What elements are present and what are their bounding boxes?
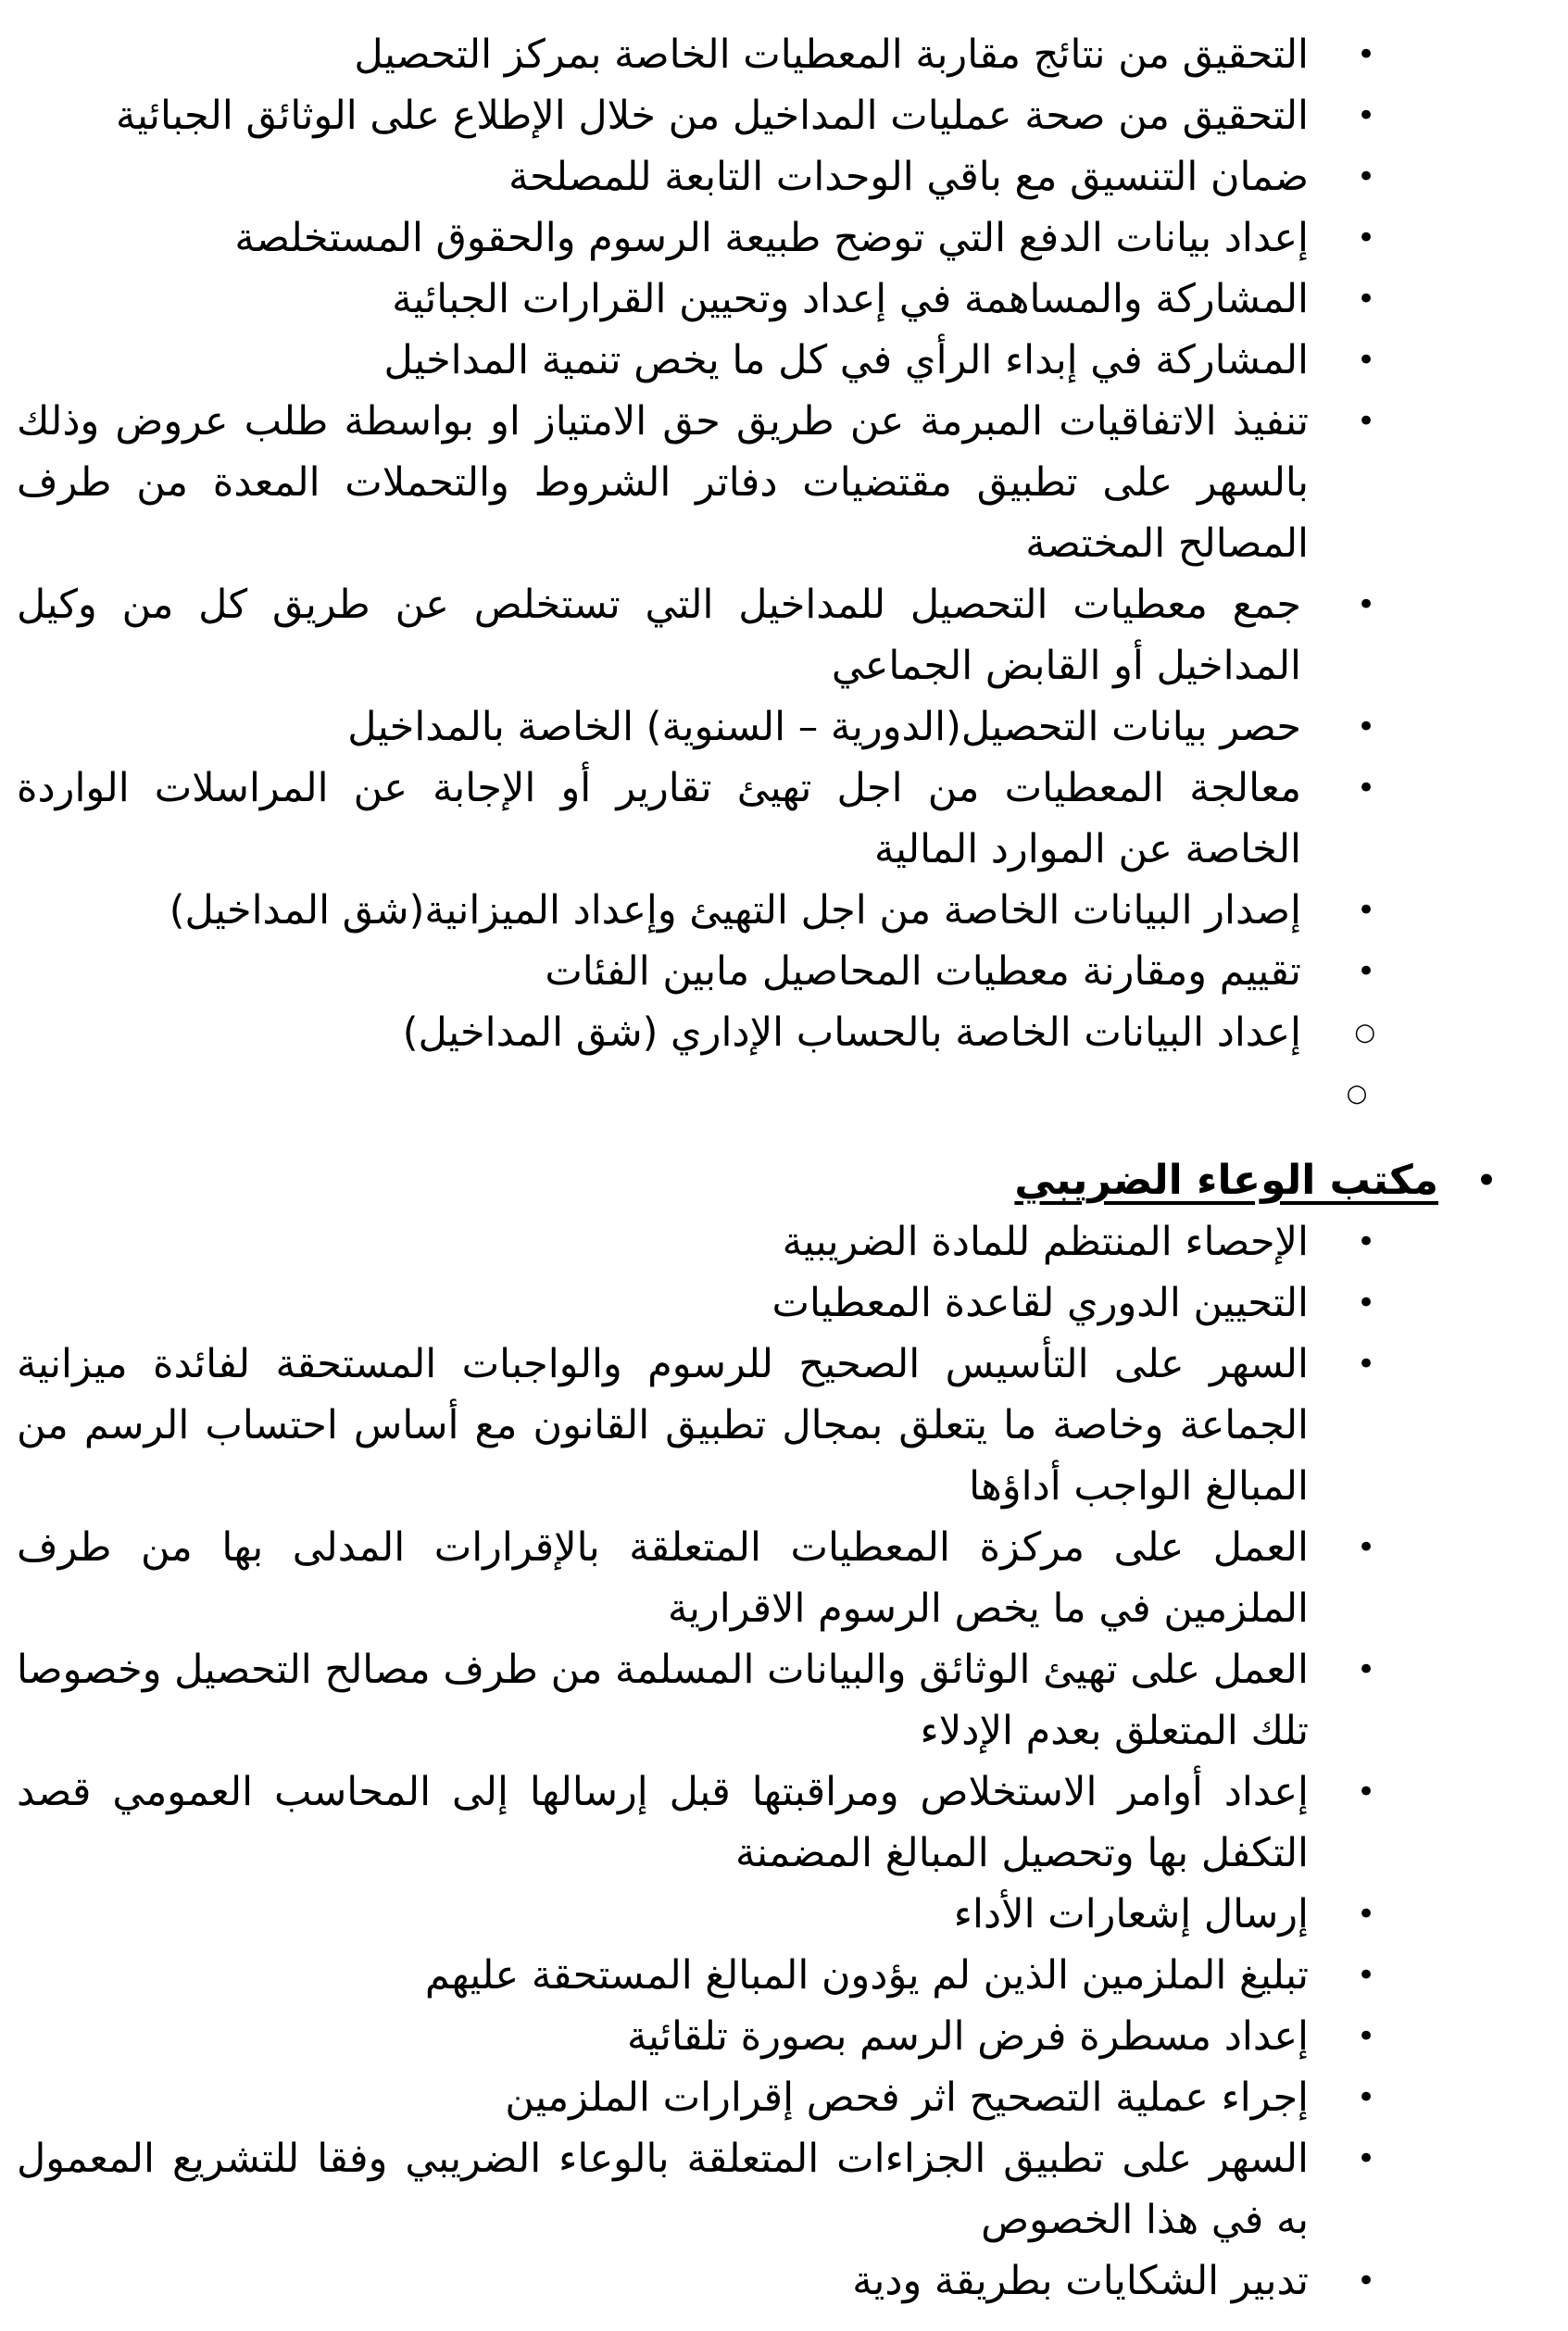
- bullet-circle-icon: ○: [1346, 1080, 1368, 1108]
- list-item: [17, 85, 1375, 146]
- bullet-dot-icon: •: [1356, 1529, 1375, 1566]
- list-item: [17, 1334, 1375, 1517]
- list-item-text: تبليغ الملزمين الذين لم يؤدون المبالغ المستحقة عليهم: [424, 1952, 1309, 1999]
- bullet-dot-icon: •: [1356, 2140, 1375, 2177]
- list-item-text: إعداد البيانات الخاصة بالحساب الإداري (شق المداخيل): [402, 1009, 1301, 1056]
- bullet-dot-icon: •: [1356, 1346, 1375, 1383]
- list-item-text: المشاركة والمساهمة في إعداد وتحيين القرارات الجبائية: [392, 276, 1309, 322]
- list-item: [17, 269, 1375, 330]
- bullet-dot-icon: •: [1476, 1162, 1497, 1199]
- list-item: [17, 2006, 1375, 2067]
- bullet-dot-icon: •: [1356, 2018, 1375, 2055]
- bullet-dot-icon: •: [1356, 158, 1375, 195]
- list-item: [17, 1945, 1375, 2006]
- list-item: [17, 1639, 1375, 1761]
- list-item: [17, 1272, 1375, 1334]
- list-item-text: التحقيق من نتائج مقاربة المعطيات الخاصة بمركز التحصيل: [354, 31, 1309, 78]
- list-item-text: تقييم ومقارنة معطيات المحاصيل مابين الفئات: [545, 948, 1301, 995]
- bullet-dot-icon: •: [1356, 219, 1375, 257]
- list-item: [17, 880, 1375, 941]
- list-item-text: التحقيق من صحة عمليات المداخيل من خلال الإطلاع على الوثائق الجبائية: [115, 93, 1309, 139]
- list-item-text: معالجة المعطيات من اجل تهيئ تقارير أو الإجابة عن المراسلات الواردة الخاصة عن الموارد المالية: [17, 765, 1301, 872]
- list-item-text: التحيين الدوري لقاعدة المعطيات: [771, 1280, 1309, 1326]
- section-heading: [0, 1150, 1497, 1211]
- list-item-text: جمع معطيات التحصيل للمداخيل التي تستخلص عن طريق كل من وكيل المداخيل أو القابض الجماعي: [17, 582, 1301, 689]
- list-item-text: إصدار البيانات الخاصة من اجل التهيئ وإعداد الميزانية(شق المداخيل): [169, 887, 1301, 934]
- bullet-dot-icon: •: [1356, 342, 1375, 379]
- list-item: [17, 1517, 1375, 1639]
- list-item-text: العمل على مركزة المعطيات المتعلقة بالإقرارات المدلى بها من طرف الملزمين في ما يخص الرسوم الاقرارية: [17, 1524, 1309, 1632]
- bullet-dot-icon: •: [1356, 892, 1375, 929]
- list-item-text: العمل على تهيئ الوثائق والبيانات المسلمة من طرف مصالح التحصيل وخصوصا تلك المتعلق بعدم الإدلاء: [17, 1647, 1309, 1754]
- bullet-dot-icon: •: [1356, 97, 1375, 134]
- list-item: [17, 1761, 1375, 1884]
- list-item: [17, 758, 1375, 880]
- list-item: [17, 2128, 1375, 2250]
- section-heading-text: مكتب الوعاء الضريبي: [1014, 1157, 1438, 1204]
- list-item: [17, 1211, 1375, 1272]
- bullet-dot-icon: •: [1356, 953, 1375, 990]
- bullet-dot-icon: •: [1356, 586, 1375, 623]
- tax-base-tasks-list: [0, 1211, 1568, 2312]
- list-item: [17, 574, 1375, 696]
- list-item: [17, 1002, 1375, 1063]
- list-item: [17, 24, 1375, 85]
- bullet-dot-icon: •: [1356, 1957, 1375, 1994]
- bullet-dot-icon: •: [1356, 36, 1375, 73]
- list-item: [17, 207, 1375, 269]
- list-item-text: إعداد مسطرة فرض الرسم بصورة تلقائية: [626, 2013, 1309, 2060]
- list-item-text: السهر على تطبيق الجزاءات المتعلقة بالوعاء الضريبي وفقا للتشريع المعمول به في هذا الخصوص: [17, 2136, 1309, 2243]
- list-item-text: الإحصاء المنتظم للمادة الضريبية: [782, 1219, 1309, 1265]
- list-item: [17, 2250, 1375, 2312]
- bullet-dot-icon: •: [1356, 281, 1375, 318]
- bullet-circle-icon: ○: [1354, 1019, 1375, 1046]
- list-item: [17, 391, 1375, 574]
- list-item-text: تدبير الشكايات بطريقة ودية: [852, 2258, 1309, 2304]
- bullet-dot-icon: •: [1356, 708, 1375, 746]
- bullet-dot-icon: •: [1356, 403, 1375, 440]
- bullet-dot-icon: •: [1356, 1896, 1375, 1933]
- list-item: [17, 2067, 1375, 2128]
- list-item: [17, 941, 1375, 1002]
- bullet-dot-icon: •: [1356, 770, 1375, 807]
- bullet-dot-icon: •: [1356, 2262, 1375, 2300]
- bullet-dot-icon: •: [1356, 1651, 1375, 1688]
- list-item-text: إعداد أوامر الاستخلاص ومراقبتها قبل إرسالها إلى المحاسب العمومي قصد التكفل بها وتحصيل المبالغ المضمنة: [17, 1769, 1309, 1876]
- list-item-text: السهر على التأسيس الصحيح للرسوم والواجبات المستحقة لفائدة ميزانية الجماعة وخاصة ما يتعلق بمجال تطبيق القانون مع أساس احتساب الرسم من المبالغ الواجب أداؤها: [17, 1341, 1309, 1510]
- list-item-text: تنفيذ الاتفاقيات المبرمة عن طريق حق الامتياز او بواسطة طلب عروض وذلك بالسهر على تطبيق مقتضيات دفاتر الشروط والتحملات المعدة من طرف المصالح المختصة: [17, 398, 1309, 567]
- list-item: [17, 146, 1375, 207]
- list-item-text: المشاركة في إبداء الرأي في كل ما يخص تنمية المداخيل: [383, 337, 1309, 383]
- list-item: [17, 330, 1375, 391]
- list-item-text: حصر بيانات التحصيل(الدورية – السنوية) الخاصة بالمداخيل: [347, 704, 1301, 750]
- list-item: [17, 1884, 1375, 1945]
- bullet-dot-icon: •: [1356, 1773, 1375, 1811]
- bullet-dot-icon: •: [1356, 1223, 1375, 1260]
- empty-list-item: [0, 1063, 1368, 1124]
- bullet-dot-icon: •: [1356, 2079, 1375, 2116]
- bullet-dot-icon: •: [1356, 1285, 1375, 1322]
- list-item-text: إجراء عملية التصحيح اثر فحص إقرارات الملزمين: [505, 2074, 1309, 2121]
- list-item-text: إرسال إشعارات الأداء: [953, 1891, 1309, 1937]
- list-item: [17, 696, 1375, 758]
- list-item-text: إعداد بيانات الدفع التي توضح طبيعة الرسوم والحقوق المستخلصة: [234, 215, 1309, 261]
- revenue-tasks-list: [0, 24, 1568, 1124]
- list-item-text: ضمان التنسيق مع باقي الوحدات التابعة للمصلحة: [508, 154, 1309, 200]
